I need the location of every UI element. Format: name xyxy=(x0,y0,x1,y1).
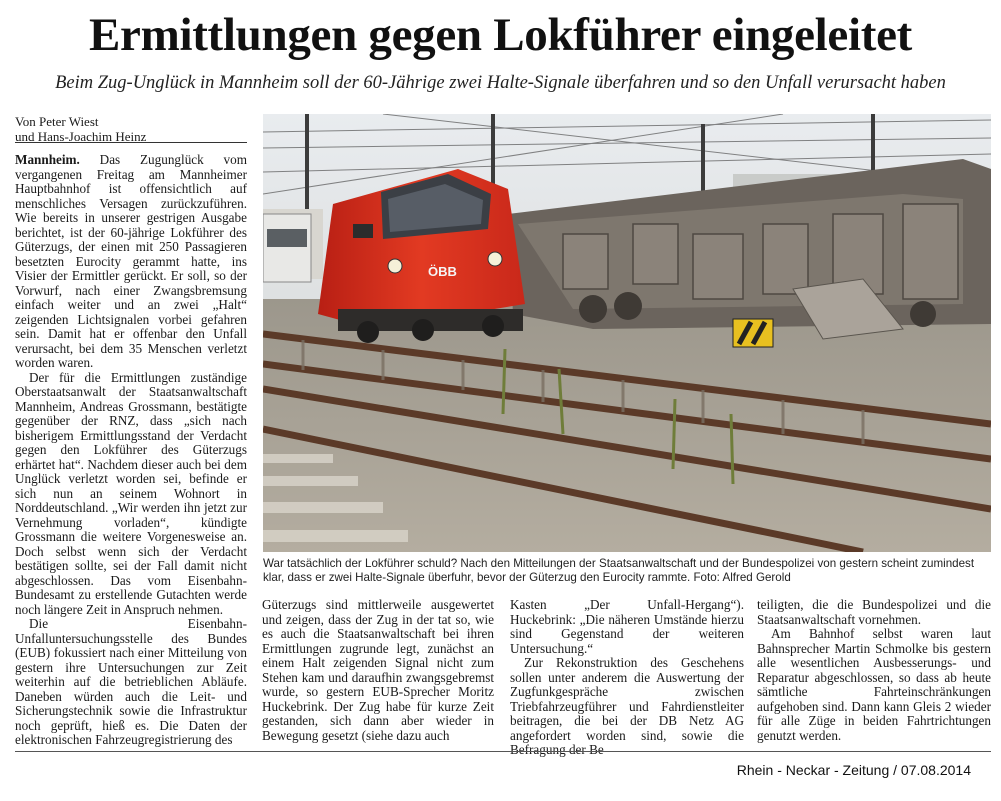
article-column-4 xyxy=(757,598,991,743)
loco-logo: ÖBB xyxy=(428,264,457,279)
headline: Ermittlungen gegen Lokführer eingeleitet xyxy=(88,9,913,61)
lead-text: Das Zugunglück vom vergangenen Freitag am Mannheimer Hauptbahnhof ist offensichtlich auf menschliches Versagen zurückzuführen. Wie bereits in unserer gestrigen Ausgabe berichtet, ist der 60-jährige Lokführer des Güterzugs, der einen mit 250 Passagieren besetzten Eurocity gerammt hatte, ins Visier der Ermittler gerückt. Er soll, so der Vorwurf, nach einer Zwangsbremsung einfach weiter und an zwei „Halt“ zeigenden Lichtsignalen vorbei gefahren sein. Damit hat er offenbar den Unfall verursacht, bei dem 35 Menschen verletzt worden waren. xyxy=(15,152,248,370)
article-column-2 xyxy=(262,598,494,743)
paragraph-eub-part1: Die Eisenbahn-Unfalluntersuchungsstelle des Bundes (EUB) fokussiert nach einer Mitteilung von gestern ihre Untersuchungen zur Zeit weiterhin auf die betrieblichen Abläufe. Daneben würden auch die Leit- und Sicherungstechnik sowie die Infrastruktur noch geprüft, hieß es. Die Daten der elektronischen Fahrzeugregistrierung des xyxy=(15,616,247,747)
dateline: Mannheim. xyxy=(15,152,80,167)
photo-illustration xyxy=(263,114,991,552)
article-column-1 xyxy=(15,153,247,748)
paragraph-lead xyxy=(15,153,247,371)
paragraph-eub-part2: Güterzugs sind mittlerweile ausgewertet und zeigen, dass der Zug in der tat so, wie es auch die Staatsanwaltschaft bei ihren Ermittlungen zugrunde legt, zunächst an einem Halt zeigenden Signal nicht zum Stehen kam und daraufhin zwangsgebremst wurde, so gestern EUB-Sprecher Moritz Huckebrink. Der Zug habe für kurze Zeit gestanden, sich dann aber wieder in Bewegung gesetzt (siehe dazu auch xyxy=(262,597,494,743)
byline-author-1: Von Peter Wiest xyxy=(15,114,99,129)
paragraph-reconstruction-part2: teiligten, die die Bundespolizei und die Staatsanwaltschaft vornehmen. xyxy=(757,597,991,627)
paragraph-station: Am Bahnhof selbst waren laut Bahnsprecher Martin Schmolke bis gestern alle wesentlichen Ausbesserungs- und Reparatur abgeschlossen, so dass ab heute sämtliche Fahrteinschränkungen aufgehoben sind. Dann kann Gleis 2 wieder für alle Züge in beiden Fahrtrichtungen genutzt werden. xyxy=(757,626,991,743)
byline-divider xyxy=(15,142,247,143)
subtitle: Beim Zug-Unglück in Mannheim soll der 60-Jährige zwei Halte-Signale überfahren und so den Unfall verursacht haben xyxy=(55,73,946,93)
paragraph-eub-part3: Kasten „Der Unfall-Hergang“). Huckebrink: „Die näheren Umstände hierzu sind Gegenstand der weiteren Untersuchung.“ xyxy=(510,597,744,656)
paragraph-investigation: Der für die Ermittlungen zuständige Oberstaatsanwalt der Staatsanwaltschaft Mannheim, Andreas Grossmann, bestätigte gegenüber der RNZ, dass „sich nach bisherigem Ermittlungsstand der Verdacht gegen den Lokführer des Güterzugs erhärtet hat“. Nachdem dieser auch bei dem Unglück verletzt worden sei, befinde er sich nun an seinem Wohnort in Norddeutschland. „Wir werden ihn jetzt zur Vernehmung vorladen“, kündigte Grossmann die weitere Vorgenesweise an. Doch selbst wenn sich der Verdacht bestätigen sollte, sei der Fall damit nicht abgeschlossen. Das vom Eisenbahn-Bundesamt zu erstellende Gutachten werde noch längere Zeit in Anspruch nehmen. xyxy=(15,369,247,617)
article-column-3 xyxy=(510,598,744,758)
photo-caption: War tatsächlich der Lokführer schuld? Nach den Mitteilungen der Staatsanwaltschaft und der Bundespolizei von gestern scheint zumindest klar, dass er zwei Halte-Signale überfuhr, bevor der Güterzug den Eurocity rammte. Foto: Alfred Gerold xyxy=(263,557,975,584)
train-crash-photo xyxy=(263,114,991,552)
source-line: Rhein - Neckar - Zeitung / 07.08.2014 xyxy=(736,762,971,778)
paragraph-reconstruction-part1: Zur Rekonstruktion des Geschehens sollen unter anderem die Auswertung der Zugfunkgespräche zwischen Triebfahrzeugführer und Fahrdienstleiter beitragen, die bei der DB Netz AG angefordert worden sind, sowie die Befragung der Be xyxy=(510,655,744,757)
footer-divider xyxy=(15,751,991,752)
byline xyxy=(15,114,247,144)
byline-author-2: und Hans-Joachim Heinz xyxy=(15,129,147,144)
